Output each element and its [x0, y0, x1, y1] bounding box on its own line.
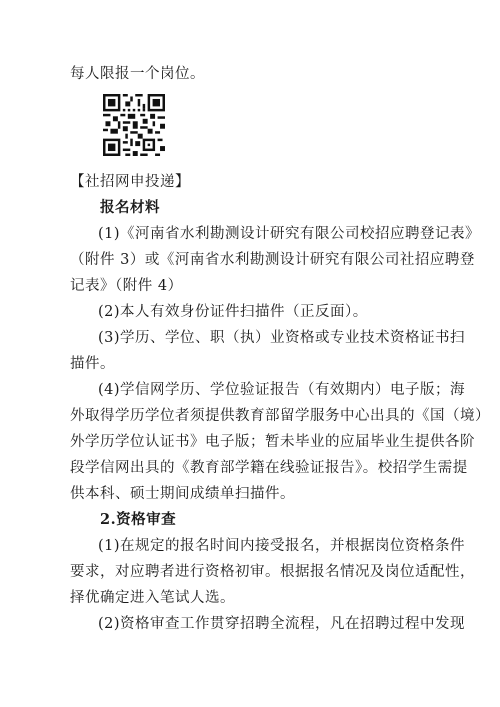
text-line: 要求，对应聘者进行资格初审。根据报名情况及岗位适配性，: [70, 564, 475, 580]
text-line: 每人限报一个岗位。: [70, 66, 205, 82]
text-line: （附件 3）或《河南省水利勘测设计研究有限公司社招应聘登: [70, 252, 475, 268]
qr-code-icon: [103, 94, 165, 156]
text-line: 描件。: [70, 356, 115, 372]
text-line: (1)《河南省水利勘测设计研究有限公司校招应聘登记表》: [98, 226, 481, 242]
text-line: (4)学信网学历、学位验证报告（有效期内）电子版；海: [98, 382, 466, 398]
text-line: 择优确定进入笔试人选。: [70, 590, 235, 606]
text-line: (1)在规定的报名时间内接受报名，并根据岗位资格条件: [98, 538, 466, 554]
text-line: (2)本人有效身份证件扫描件（正反面）。: [98, 304, 368, 320]
text-line: 记表》（附件 4）: [70, 278, 183, 294]
section-heading: 2.资格审查: [100, 511, 177, 528]
subsection-heading: 报名材料: [100, 199, 160, 216]
section-heading: 【社招网申投递】: [70, 174, 190, 190]
text-line: (3)学历、学位、职（执）业资格或专业技术资格证书扫: [98, 330, 466, 346]
text-line: 供本科、硕士期间成绩单扫描件。: [70, 486, 295, 502]
text-line: (2)资格审查工作贯穿招聘全流程，凡在招聘过程中发现: [98, 616, 466, 632]
text-line: 外学历学位认证书》电子版；暂未毕业的应届毕业生提供各阶: [70, 434, 475, 450]
text-line: 外取得学历学位者须提供教育部留学服务中心出具的《国（境）: [70, 408, 490, 424]
text-line: 段学信网出具的《教育部学籍在线验证报告》。校招学生需提: [70, 460, 468, 476]
